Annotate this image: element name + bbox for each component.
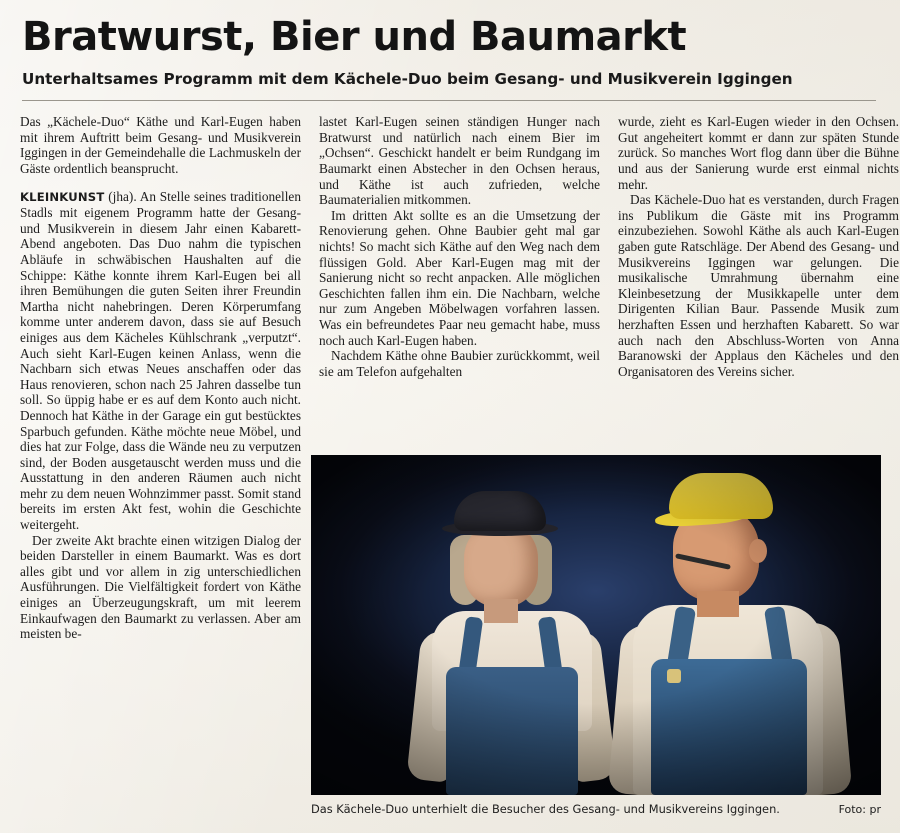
photo-block (311, 455, 881, 816)
header-divider (22, 100, 876, 101)
paragraph-text: (jha). An Stelle seines traditionellen Stadls mit eigenem Programm hatte der Gesang- und Musikverein in diesem Jahr einen Kabarett-Abend angeboten. Das Duo nahm die typischen Abläufe in schwäbischen Haushalten auf die Schippe: Käthe konnte ihrem Karl-Eugen bei all ihren Bemühungen die guten Seiten ihrer Freundin Martha nicht nahebringen. Deren Körperumfang komme unter anderem davon, dass sie auf Besuch einiges aus dem Kächeles Kühlschrank „verputzt“. Auch sieht Karl-Eugen keinen Anlass, wenn die Nachbarn sich etwas Neues anschaffen oder das Haus renovieren, schon nach 25 Jahren dasselbe tun soll. So üppig habe er es auf dem Konto auch nicht. Dennoch hat Käthe in der Garage ein gut bestücktes Sparbuch gefunden. Käthe möchte neue Möbel, und dies hat zur Folge, dass die Wände neu zu verputzen sind, der Boden ausgetauscht werden muss und die Ausstattung in den anderen Räumen auch nicht mehr zu dem neuen Wohnzimmer passt. Somit stand bereits im ersten Akt fest, wohin die Geschichte weitergeht. (20, 188, 301, 533)
article-lead: Das „Kächele-Duo“ Käthe und Karl-Eugen haben mit ihrem Auftritt beim Gesang- und Musikverein Iggingen in der Gemeindehalle die Lachmuskeln der Gäste ordentlich beansprucht. (20, 114, 301, 177)
paragraph: Der zweite Akt brachte einen witzigen Dialog der beiden Darsteller in einem Baumarkt. Was es dort alles gibt und vor allem in zig unterschiedlichen Ausführungen. Die Vielfältigkeit fordert von Käthe einiges an Überzeugungskraft, um mit leerem Einkaufwagen den Baumarkt zu verlassen. Aber am meisten be- (20, 532, 301, 642)
photo-caption-row (311, 802, 881, 816)
photo-vignette (311, 455, 881, 795)
paragraph (20, 189, 301, 533)
paragraph: wurde, zieht es Karl-Eugen wieder in den Ochsen. Gut angeheitert kommt er dann zur späten Stunde zurück. So manches Wort flog dann über die Bühne und aus der Sanierung wurde erst einmal nichts mehr. (618, 114, 899, 192)
paragraph: Im dritten Akt sollte es an die Umsetzung der Renovierung gehen. Ohne Baubier geht mal gar nichts! So macht sich Käthe auf den Weg nach dem flüssigen Gold. Aber Karl-Eugen mag mit der Sanierung nicht so recht anpacken. Alle möglichen Geschichten fallen ihm ein. Die Nachbarn, welche nur zum Angeben Möbelwagen vorfahren lassen. Was ein befreundetes Paar neu gemacht habe, muss noch auch Karl-Eugen haben. (319, 207, 600, 348)
paragraph: Nachdem Käthe ohne Baubier zurückkommt, weil sie am Telefon aufgehalten (319, 348, 600, 379)
photo-caption: Das Kächele-Duo unterhielt die Besucher des Gesang- und Musikvereins Iggingen. (311, 802, 780, 816)
photo-credit: Foto: pr (838, 803, 881, 816)
paragraph: lastet Karl-Eugen seinen ständigen Hunger nach Bratwurst und natürlich nach einem Bier im „Ochsen“. Geschickt handelt er beim Rundgang im Baumarkt einen Abstecher in den Ochsen heraus, und Käthe ist auch zufrieden, welche Baumaterialien mitkommen. (319, 114, 600, 208)
column-1 (20, 114, 301, 642)
paragraph: Das Kächele-Duo hat es verstanden, durch Fragen ins Publikum die Gäste mit ins Programm einzubeziehen. Sowohl Käthe als auch Karl-Eugen gaben gute Ratschläge. Der Abend des Gesang- und Musikvereins Iggingen war gelungen. Die musikalische Umrahmung übernahm eine Kleinbesetzung der Musikkapelle unter dem Dirigenten Kilian Baur. Passende Musik zum herzhaften Essen und herzhaften Kabarett. So war auch nach den Abschluss-Worten von Anna Baranowski der Applaus den Kächeles und den Organisatoren des Vereins sicher. (618, 192, 899, 379)
article-kicker: KLEINKUNST (20, 189, 105, 204)
article-subhead: Unterhaltsames Programm mit dem Kächele-Duo beim Gesang- und Musikverein Iggingen (22, 70, 793, 88)
page-title: Bratwurst, Bier und Baumarkt (22, 14, 687, 60)
stage-photo (311, 455, 881, 795)
